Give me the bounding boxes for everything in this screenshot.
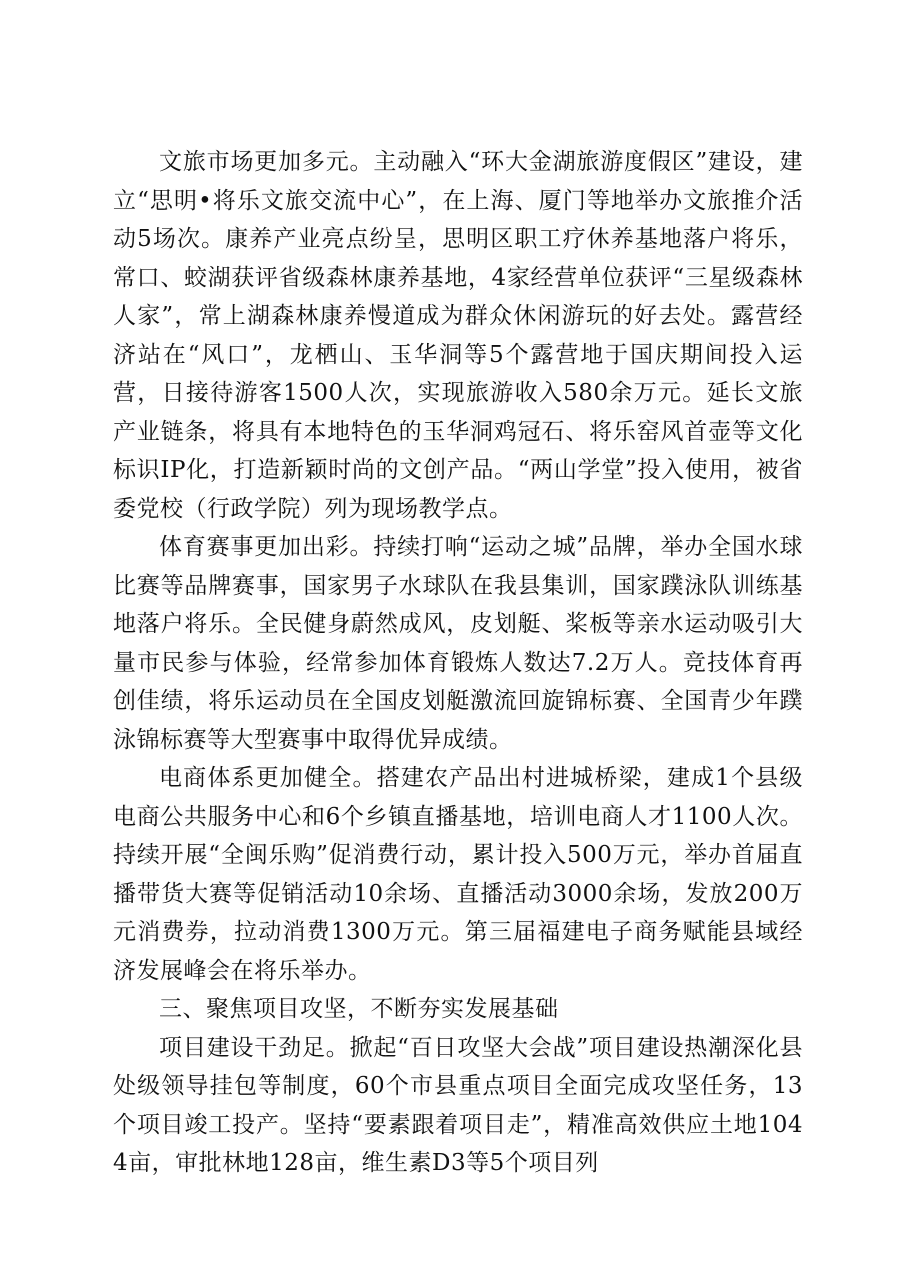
- paragraph-sports-events: 体育赛事更加出彩。持续打响“运动之城”品牌，举办全国水球比赛等品牌赛事，国家男子水球队在我县集训，国家蹼泳队训练基地落户将乐。全民健身蔚然成风，皮划艇、桨板等亲水运动吸引大量市民参与体验，经常参加体育锻炼人数达7.2万人。竞技体育再创佳绩，将乐运动员在全国皮划艇激流回旋锦标赛、全国青少年蹼泳锦标赛等大型赛事中取得优异成绩。: [113, 534, 803, 753]
- document-body: [113, 143, 803, 1183]
- paragraph-ecommerce: 电商体系更加健全。搭建农产品出村进城桥梁，建成1个县级电商公共服务中心和6个乡镇直播基地，培训电商人才1100人次。持续开展“全闽乐购”促消费行动，累计投入500万元，举办首届直播带货大赛等促销活动10余场、直播活动3000余场，发放200万元消费券，拉动消费1300万元。第三届福建电子商务赋能县域经济发展峰会在将乐举办。: [113, 765, 803, 984]
- paragraph-culture-tourism: 文旅市场更加多元。主动融入“环大金湖旅游度假区”建设，建立“思明•将乐文旅交流中心”，在上海、厦门等地举办文旅推介活动5场次。康养产业亮点纷呈，思明区职工疗休养基地落户将乐，常口、蛟湖获评省级森林康养基地，4家经营单位获评“三星级森林人家”，常上湖森林康养慢道成为群众休闲游玩的好去处。露营经济站在“风口”，龙栖山、玉华洞等5个露营地于国庆期间投入运营，日接待游客1500人次，实现旅游收入580余万元。延长文旅产业链条，将具有本地特色的玉华洞鸡冠石、将乐窑风首壶等文化标识IP化，打造新颖时尚的文创产品。“两山学堂”投入使用，被省委党校（行政学院）列为现场教学点。: [113, 149, 803, 522]
- section-heading: 三、聚焦项目攻坚，不断夯实发展基础: [159, 996, 559, 1022]
- paragraph-project-construction: 项目建设干劲足。掀起“百日攻坚大会战”项目建设热潮深化县处级领导挂包等制度，60个市县重点项目全面完成攻坚任务，13个项目竣工投产。坚持“要素跟着项目走”，精准高效供应土地1044亩，审批林地128亩，维生素D3等5个项目列: [113, 1034, 803, 1176]
